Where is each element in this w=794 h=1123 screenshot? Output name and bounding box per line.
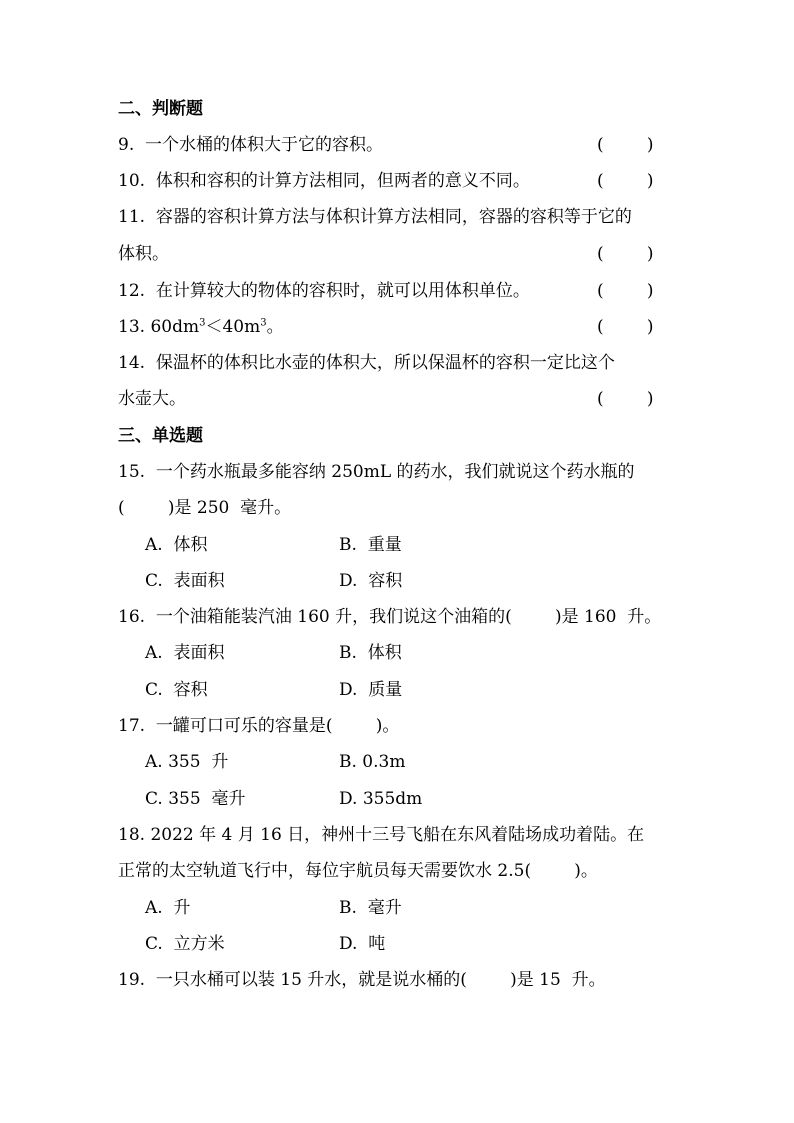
question-19: 19. 一只水桶可以装 15 升水，就是说水桶的( )是 15 升。 — [118, 970, 606, 990]
answer-blank-10[interactable]: ( ) — [597, 171, 654, 191]
q16-option-a[interactable]: A. 表面积 — [145, 643, 225, 663]
question-14-line1: 14. 保温杯的体积比水壶的体积大，所以保温杯的容积一定比这个 — [118, 353, 615, 373]
question-18-line2: 正常的太空轨道飞行中，每位宇航员每天需要饮水 2.5( )。 — [118, 861, 598, 881]
question-15-line2: ( )是 250 毫升。 — [118, 498, 292, 518]
question-11-line2: 体积。 — [118, 244, 169, 264]
q16-option-d[interactable]: D. 质量 — [339, 680, 403, 700]
question-13-sup1: 3 — [199, 317, 206, 329]
question-13-part3: 。 — [266, 317, 284, 337]
answer-blank-9[interactable]: ( ) — [597, 135, 654, 155]
q17-option-b[interactable]: B. 0.3m — [339, 752, 406, 772]
section-heading-single-choice: 三、单选题 — [118, 426, 203, 446]
section-heading-judgement: 二、判断题 — [118, 99, 203, 119]
answer-blank-12[interactable]: ( ) — [597, 281, 654, 301]
question-13-sup2: 3 — [260, 317, 267, 329]
question-15-line1: 15. 一个药水瓶最多能容纳 250mL 的药水，我们就说这个药水瓶的 — [118, 462, 635, 482]
answer-blank-14[interactable]: ( ) — [597, 389, 654, 409]
q15-option-c[interactable]: C. 表面积 — [145, 571, 225, 591]
question-9: 9. 一个水桶的体积大于它的容积。 — [118, 135, 384, 155]
q18-option-b[interactable]: B. 毫升 — [339, 898, 402, 918]
question-18-line1: 18. 2022 年 4 月 16 日，神州十三号飞船在东风着陆场成功着陆。在 — [118, 825, 645, 845]
question-11-line1: 11. 容器的容积计算方法与体积计算方法相同，容器的容积等于它的 — [118, 207, 632, 227]
question-13-part1: 13. 60dm — [118, 317, 200, 337]
q18-option-a[interactable]: A. 升 — [145, 898, 191, 918]
q15-option-a[interactable]: A. 体积 — [145, 535, 208, 555]
answer-blank-11[interactable]: ( ) — [597, 244, 654, 264]
q17-option-c[interactable]: C. 355 毫升 — [145, 789, 246, 809]
q16-option-b[interactable]: B. 体积 — [339, 643, 402, 663]
question-16: 16. 一个油箱能装汽油 160 升，我们说这个油箱的( )是 160 升。 — [118, 607, 662, 627]
q16-option-c[interactable]: C. 容积 — [145, 680, 208, 700]
question-13 — [118, 316, 284, 338]
question-17: 17. 一罐可口可乐的容量是( )。 — [118, 716, 400, 736]
q15-option-b[interactable]: B. 重量 — [339, 535, 402, 555]
question-14-line2: 水壶大。 — [118, 389, 186, 409]
question-12: 12. 在计算较大的物体的容积时，就可以用体积单位。 — [118, 281, 530, 301]
question-10: 10. 体积和容积的计算方法相同，但两者的意义不同。 — [118, 171, 530, 191]
question-13-part2: ＜40m — [205, 317, 261, 337]
answer-blank-13[interactable]: ( ) — [597, 317, 654, 337]
q17-option-a[interactable]: A. 355 升 — [145, 752, 229, 772]
q18-option-c[interactable]: C. 立方米 — [145, 934, 225, 954]
q15-option-d[interactable]: D. 容积 — [339, 571, 403, 591]
q17-option-d[interactable]: D. 355dm — [339, 789, 423, 809]
q18-option-d[interactable]: D. 吨 — [339, 934, 386, 954]
